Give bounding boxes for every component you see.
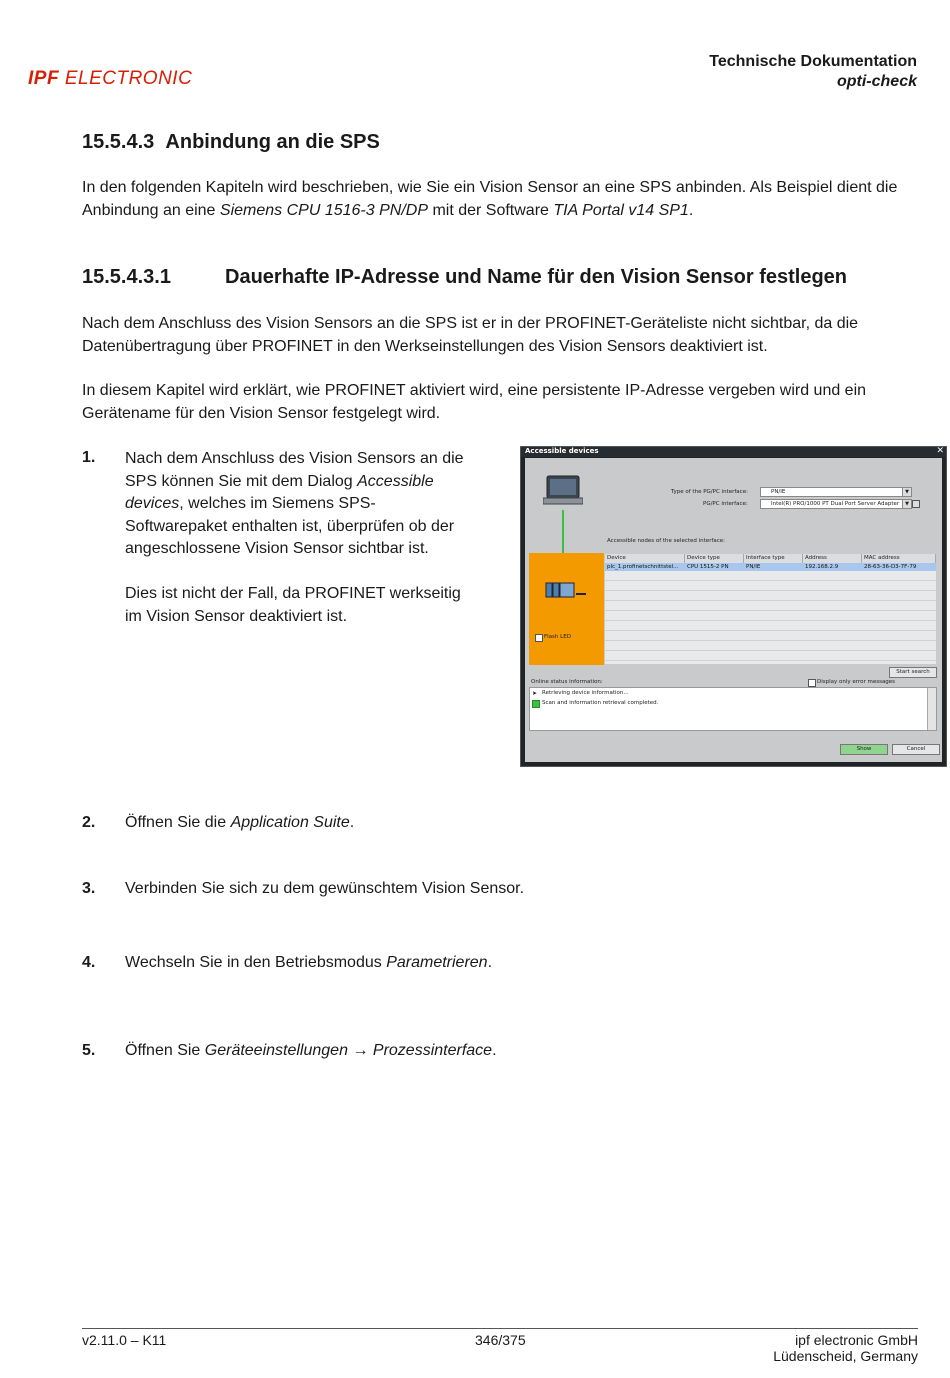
step-1-text-part: SPS können Sie mit dem Dialog — [125, 472, 358, 490]
step-text: . — [349, 814, 355, 831]
step-1-dialog-name: Accessible — [357, 472, 434, 490]
logo-bold-text: IPF — [28, 68, 60, 89]
product-name: opti-check — [836, 73, 917, 90]
pgpc-interface-label: PG/PC interface: — [703, 501, 748, 507]
step-emphasis: Parametrieren — [386, 954, 488, 971]
step-text: . — [487, 954, 493, 971]
step-1-line — [125, 493, 505, 516]
status-scrollbar[interactable] — [927, 688, 936, 730]
arrow-right-icon: → — [352, 1042, 369, 1059]
start-search-button[interactable]: Start search — [889, 667, 937, 678]
step-4-text — [125, 952, 492, 975]
doc-title: Technische Dokumentation — [709, 53, 917, 70]
step-number: 5. — [82, 1042, 96, 1059]
info-icon: ➤ — [532, 690, 538, 697]
intro-software: TIA Portal v14 SP1 — [553, 201, 689, 219]
section-intro — [82, 177, 912, 222]
section-heading — [82, 131, 380, 154]
step-text: Öffnen Sie die — [125, 814, 231, 831]
step-number: 2. — [82, 814, 96, 831]
step-5-text — [125, 1040, 497, 1063]
step-number: 1. — [82, 449, 96, 466]
interface-type-label: Type of the PG/PC interface: — [671, 489, 748, 495]
dialog-title: Accessible devices — [525, 447, 599, 455]
intro-text-3: . — [688, 201, 694, 219]
table-cell[interactable]: 28-63-36-D3-7F-79 — [862, 563, 936, 571]
flash-led-label: Flash LED — [544, 634, 571, 640]
subsection-paragraph-2: In diesem Kapitel wird erklärt, wie PROFINET aktiviert wird, eine persistente IP-Adresse vergeben wird und ein Gerätename für den Vision Sensor festgelegt wird. — [82, 382, 867, 422]
dialog-body — [525, 458, 942, 762]
step-1-text-part: , welches im Siemens SPS- — [179, 495, 376, 512]
dialog-titlebar — [521, 447, 946, 457]
intro-text-1: In den folgenden Kapiteln wird beschrieben, wie Sie ein Vision Sensor an eine SPS anbinden. Als Beispiel dient die Anbindung an eine — [82, 179, 898, 219]
subsection-title: Dauerhafte IP-Adresse und Name für den Vision Sensor festlegen — [225, 266, 848, 288]
pgpc-interface-select[interactable] — [760, 499, 912, 509]
only-errors-checkbox[interactable] — [808, 679, 816, 687]
interface-type-select[interactable] — [760, 487, 912, 497]
step-text: Wechseln Sie in den Betriebsmodus — [125, 954, 387, 971]
step-1-dialog-name: devices — [125, 495, 180, 512]
step-text: Öffnen Sie — [125, 1042, 205, 1059]
status-line: Scan and information retrieval completed. — [542, 700, 659, 706]
table-cell[interactable]: plc_1.profinetschnittstel... — [605, 563, 685, 571]
footer-version: v2.11.0 – K11 — [82, 1332, 167, 1348]
step-1-line: Nach dem Anschluss des Vision Sensors an die — [125, 450, 464, 467]
plc-icon — [544, 581, 588, 601]
flash-led-checkbox[interactable] — [535, 634, 543, 642]
accessible-nodes-label: Accessible nodes of the selected interface: — [607, 538, 726, 544]
close-icon[interactable]: ✕ — [936, 446, 944, 456]
intro-text-2: mit der Software — [428, 201, 554, 219]
step-number: 4. — [82, 954, 96, 971]
step-1-line — [125, 471, 505, 494]
column-header[interactable]: MAC address — [862, 554, 936, 563]
logo-text: ELECTRONIC — [64, 68, 193, 89]
footer-company: ipf electronic GmbH — [795, 1332, 918, 1348]
column-header[interactable]: Interface type — [744, 554, 803, 563]
section-title: Anbindung an die SPS — [165, 131, 380, 153]
footer-page-number: 346/375 — [475, 1332, 526, 1348]
step-1-line: angeschlossene Vision Sensor sichtbar ist. — [125, 540, 429, 557]
section-number: 15.5.4.3 — [82, 131, 155, 153]
step-emphasis: Geräteeinstellungen — [204, 1042, 348, 1059]
table-cell[interactable]: 192.168.2.9 — [803, 563, 862, 571]
footer-location: Lüdenscheid, Germany — [773, 1348, 918, 1364]
intro-cpu: Siemens CPU 1516-3 PN/DP — [219, 201, 428, 219]
pgpc-interface-value: Intel(R) PRO/1000 PT Dual Port Server Adapter — [771, 501, 900, 507]
chevron-down-icon: ▼ — [902, 500, 911, 508]
footer-divider — [82, 1328, 918, 1329]
step-1-line: im Vision Sensor deaktiviert ist. — [125, 607, 348, 625]
step-emphasis: Prozessinterface — [372, 1042, 493, 1059]
show-button[interactable]: Show — [840, 744, 888, 755]
accessible-devices-screenshot — [520, 446, 947, 767]
table-cell[interactable]: PN/IE — [744, 563, 803, 571]
interface-type-value: PN/IE — [771, 489, 786, 495]
step-3-text: Verbinden Sie sich zu dem gewünschtem Vision Sensor. — [125, 880, 525, 897]
column-header[interactable]: Device — [605, 554, 685, 563]
refresh-button[interactable] — [912, 500, 920, 508]
subsection-paragraph-1: Nach dem Anschluss des Vision Sensors an die SPS ist er in der PROFINET-Geräteliste nicht sichtbar, da die Datenübertragung über PROFINET in den Werkseinstellungen des Vision Sensors deaktiviert ist. — [82, 315, 859, 355]
column-header[interactable]: Device type — [685, 554, 744, 563]
status-line: Retrieving device information... — [542, 690, 629, 696]
online-status-label: Online status information: — [531, 679, 603, 685]
success-check-icon — [532, 700, 540, 708]
step-1-line: Softwarepaket enthalten ist, überprüfen ob der — [125, 517, 455, 535]
company-logo — [28, 68, 192, 90]
step-1-line: Dies ist nicht der Fall, da PROFINET werkseitig — [125, 585, 461, 602]
status-log — [529, 687, 937, 731]
only-errors-label: Display only error messages — [817, 679, 896, 685]
cancel-button[interactable]: Cancel — [892, 744, 940, 755]
step-emphasis: Application Suite — [230, 814, 350, 831]
column-header[interactable]: Address — [803, 554, 862, 563]
chevron-down-icon: ▼ — [902, 488, 911, 496]
step-2-text — [125, 812, 354, 835]
step-1-text — [125, 448, 505, 628]
device-area — [529, 553, 604, 665]
step-number: 3. — [82, 880, 96, 897]
pc-icon — [543, 474, 583, 512]
nodes-table — [605, 554, 936, 664]
subsection-number: 15.5.4.3.1 — [82, 266, 171, 288]
table-empty-rows — [605, 571, 936, 664]
table-cell[interactable]: CPU 1515-2 PN — [685, 563, 744, 571]
step-text: . — [492, 1042, 497, 1059]
